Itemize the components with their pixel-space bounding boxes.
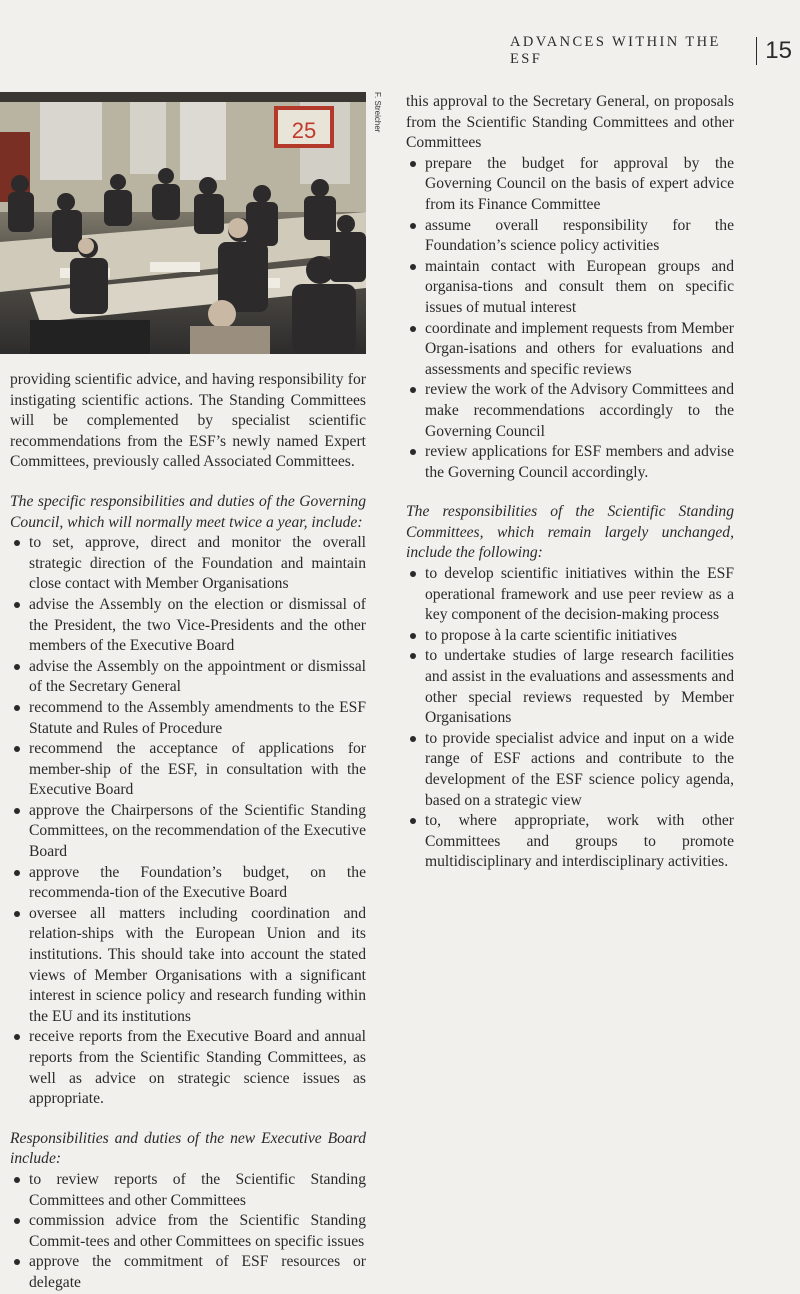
executive-board-intro: Responsibilities and duties of the new Executive Board include: (10, 1129, 366, 1168)
list-item: to provide specialist advice and input on a wide range of ESF actions and contribute to the development of the ESF science policy agenda, based on a strategic view (406, 729, 734, 811)
list-item: maintain contact with European groups and organisa-tions and consult them on specific issues of mutual interest (406, 257, 734, 319)
standing-committees-intro: The responsibilities of the Scientific Standing Committees, which remain largely unchanged, include the following: (406, 503, 734, 562)
meeting-photo-illustration (0, 92, 366, 354)
list-item: review applications for ESF members and advise the Governing Council accordingly. (406, 442, 734, 483)
list-item: assume overall responsibility for the Foundation’s science policy activities (406, 216, 734, 257)
header-divider (756, 37, 757, 65)
list-item: review the work of the Advisory Committees and make recommendations accordingly to the Governing Council (406, 380, 734, 442)
list-item: recommend to the Assembly amendments to the ESF Statute and Rules of Procedure (10, 698, 366, 739)
running-title: ADVANCES WITHIN THE ESF (510, 34, 721, 67)
left-column (10, 370, 366, 1294)
right-column (406, 92, 734, 873)
photo-credit: F. Streicher (373, 92, 382, 133)
list-item: advise the Assembly on the election or dismissal of the President, the two Vice-Presidents and the other members of the Executive Board (10, 595, 366, 657)
list-item: prepare the budget for approval by the Governing Council on the basis of expert advice from its Finance Committee (406, 154, 734, 216)
list-item: approve the commitment of ESF resources or delegate (10, 1252, 366, 1293)
list-item: to propose à la carte scientific initiatives (406, 626, 734, 647)
list-item: approve the Foundation’s budget, on the recommenda-tion of the Executive Board (10, 863, 366, 904)
list-item: to, where appropriate, work with other Committees and groups to promote multidisciplinary and interdisciplinary activities. (406, 811, 734, 873)
list-item: to undertake studies of large research facilities and assist in the evaluations and assessments and other special reviews requested by Member Organisations (406, 646, 734, 728)
governing-council-list (10, 533, 366, 1110)
list-item: to set, approve, direct and monitor the overall strategic direction of the Foundation and maintain close contact with Member Organisations (10, 533, 366, 595)
meeting-photo (0, 92, 366, 354)
list-item: receive reports from the Executive Board and annual reports from the Scientific Standing Committees, as well as advice on strategic science issues as appropriate. (10, 1027, 366, 1109)
executive-board-list-continued (406, 154, 734, 484)
list-item: approve the Chairpersons of the Scientific Standing Committees, on the recommendation of the Executive Board (10, 801, 366, 863)
list-item: coordinate and implement requests from Member Organ-isations and others for evaluations and assessments and specific reviews (406, 319, 734, 381)
governing-council-intro: The specific responsibilities and duties of the Governing Council, which will normally meet twice a year, include: (10, 492, 366, 531)
running-header (510, 34, 792, 67)
standing-committees-list (406, 564, 734, 873)
projection-number: 25 (291, 118, 317, 143)
list-item: recommend the acceptance of applications for member-ship of the ESF, in consultation with the Executive Board (10, 739, 366, 801)
executive-board-list (10, 1170, 366, 1294)
list-item: to develop scientific initiatives within the ESF operational framework and use peer review as a key component of the decision-making process (406, 564, 734, 626)
list-item: to review reports of the Scientific Standing Committees and other Committees (10, 1170, 366, 1211)
list-item: commission advice from the Scientific Standing Commit-tees and other Committees on specific issues (10, 1211, 366, 1252)
opening-paragraph: providing scientific advice, and having responsibility for instigating scientific actions. The Standing Committees will be complemented by specialist scientific recommendations from the ESF’s newly named Expert Committees, previously called Associated Committees. (10, 371, 366, 471)
page-number: 15 (765, 37, 792, 64)
continuation-text: this approval to the Secretary General, on proposals from the Scientific Standing Committees and other Committees (406, 93, 734, 152)
list-item: advise the Assembly on the appointment or dismissal of the Secretary General (10, 657, 366, 698)
list-item: oversee all matters including coordination and relation-ships with the European Union and its institutions. This should take into account the stated views of Member Organisations with a significant interest in science policy and research funding within the EU and its institutions (10, 904, 366, 1028)
